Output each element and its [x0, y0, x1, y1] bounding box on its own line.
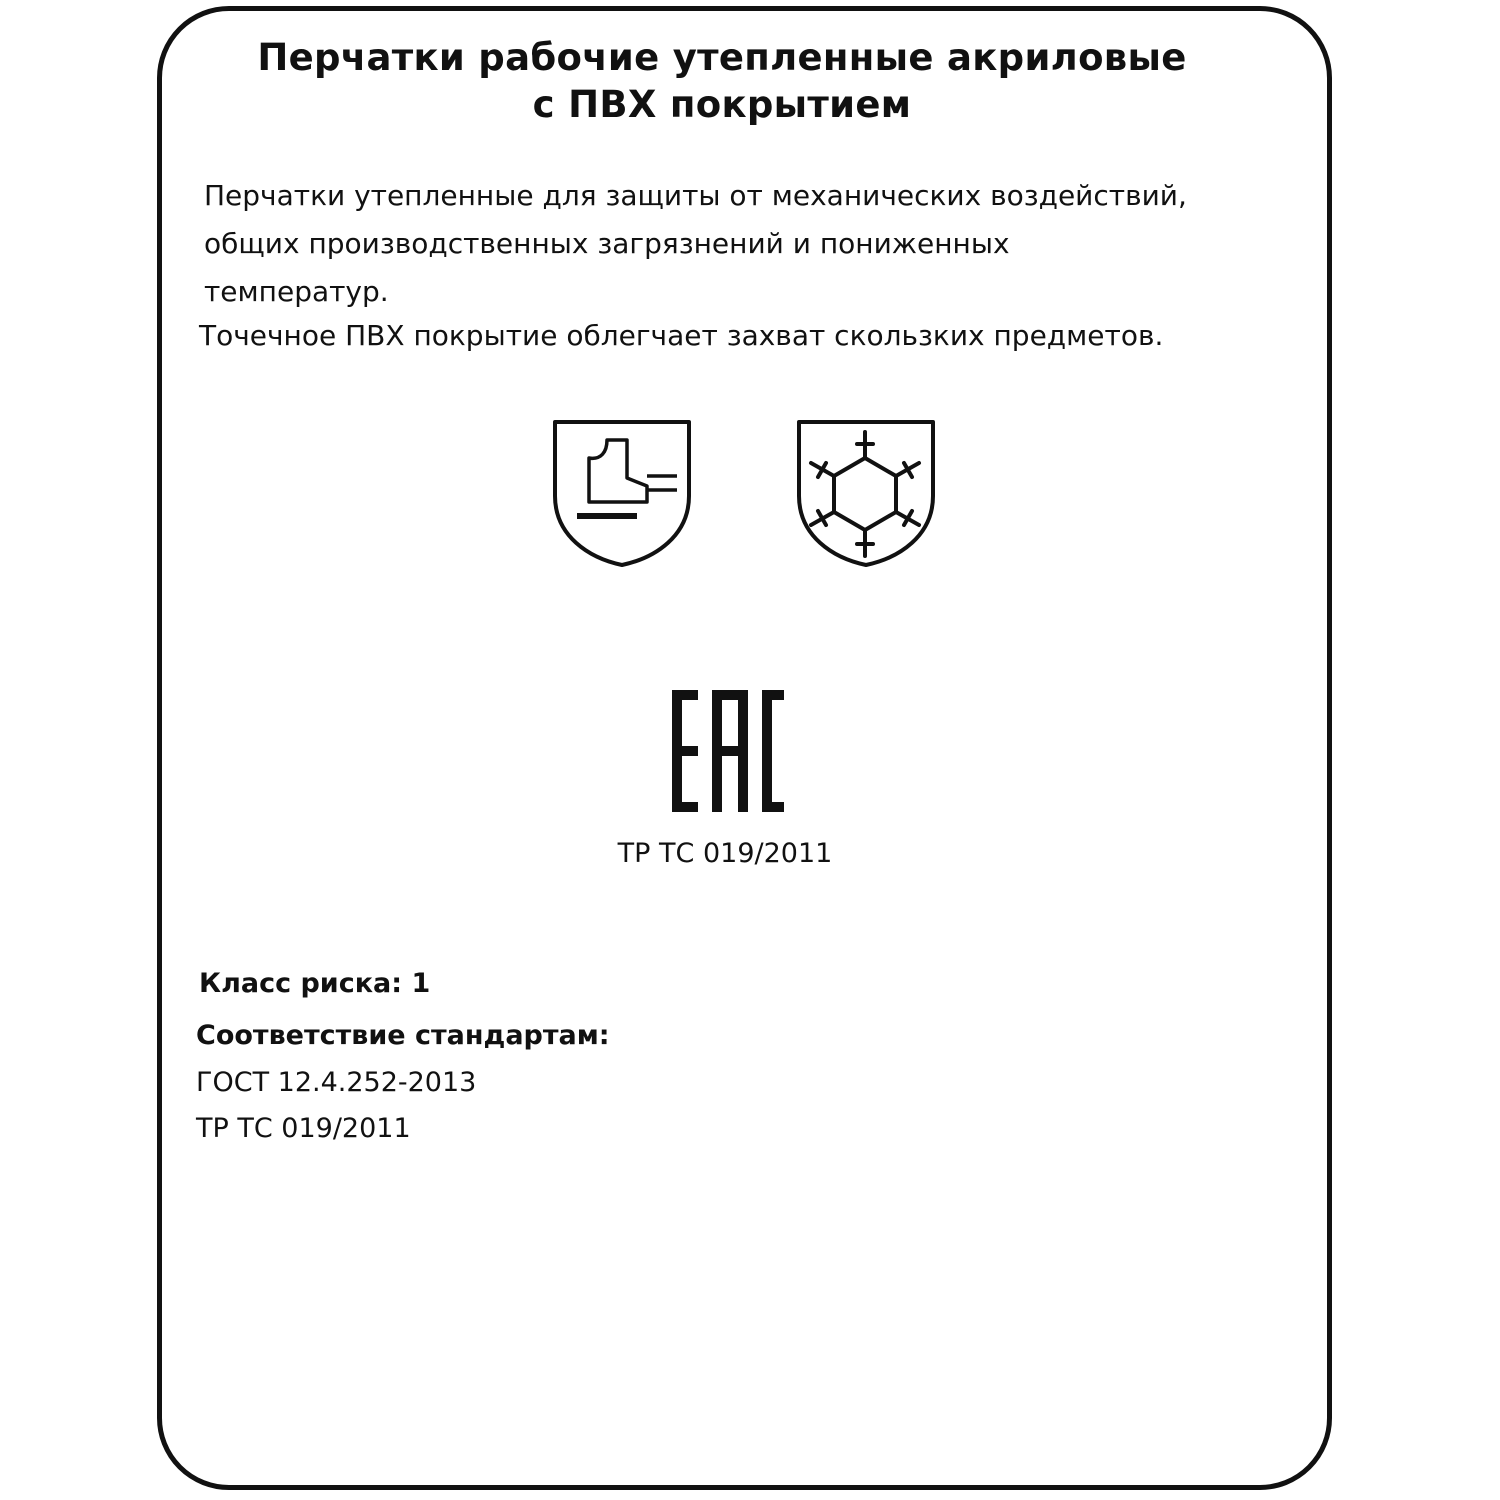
description-line-1: Перчатки утепленные для защиты от механических воздействий, [204, 179, 1187, 212]
product-title-line-1: Перчатки рабочие утепленные акриловые [257, 36, 1187, 79]
standard-item: ТР ТС 019/2011 [196, 1113, 411, 1144]
description-line-2: общих производственных загрязнений и пониженных [204, 227, 1010, 260]
mechanical-hazard-shield-icon [551, 418, 693, 568]
description-line-3: температур. [204, 275, 389, 308]
eac-regulation-label: ТР ТС 019/2011 [617, 838, 833, 869]
cold-hazard-shield-icon [795, 418, 937, 568]
product-description [204, 172, 1187, 316]
product-title-line-2: с ПВХ покрытием [532, 83, 912, 126]
standard-item: ГОСТ 12.4.252-2013 [196, 1067, 477, 1098]
standards-list [196, 1060, 476, 1152]
product-title [157, 34, 1287, 128]
coating-note: Точечное ПВХ покрытие облегчает захват скользких предметов. [199, 319, 1164, 352]
eac-mark-icon [672, 690, 784, 812]
standards-heading: Соответствие стандартам: [196, 1020, 610, 1051]
risk-class: Класс риска: 1 [199, 968, 431, 999]
